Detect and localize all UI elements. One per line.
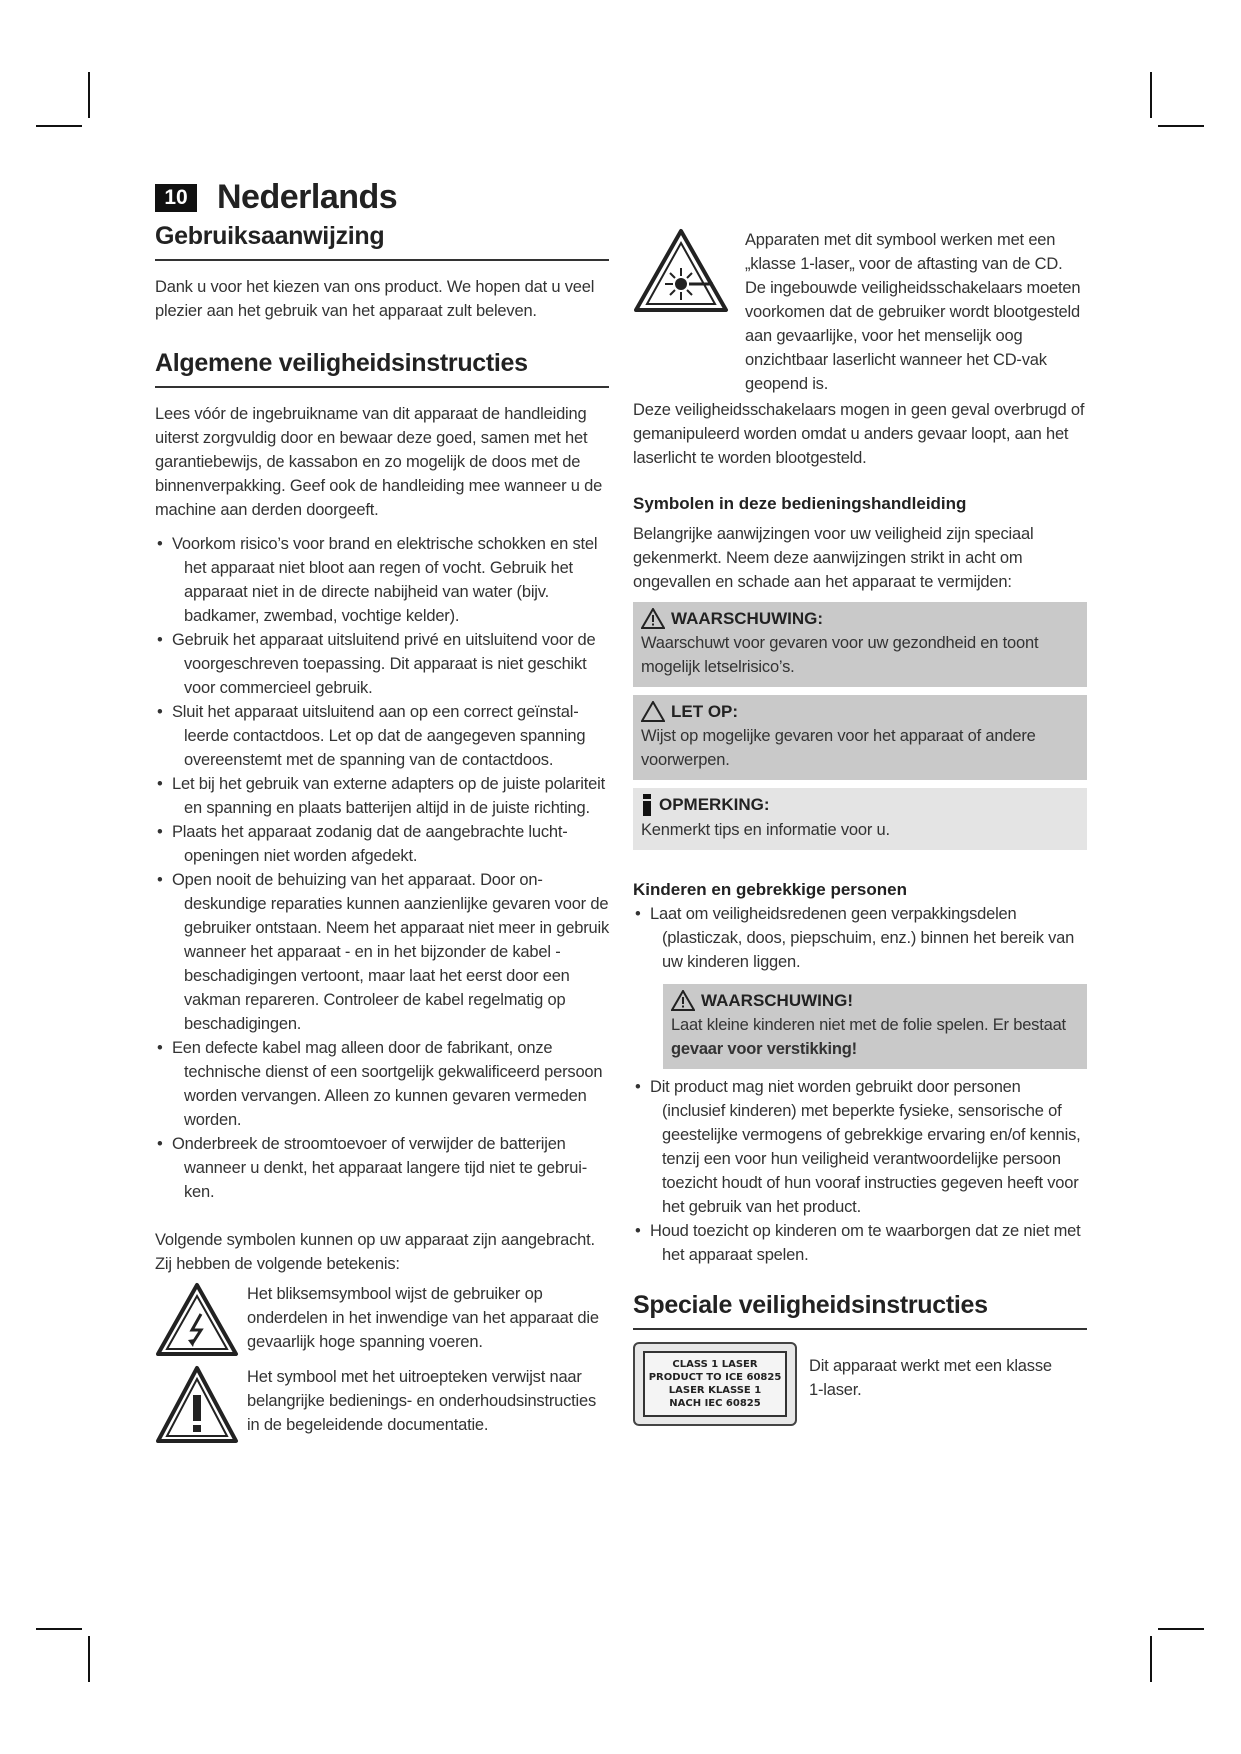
note-text: Kenmerkt tips en informatie voor u. xyxy=(641,821,890,839)
crop-mark xyxy=(1158,125,1204,127)
crop-mark xyxy=(36,125,82,127)
list-item: • Houd toezicht op kinderen om te waarborgen dat ze niet met het apparaat spelen. xyxy=(633,1219,1087,1267)
heading-children: Kinderen en gebrekkige personen xyxy=(633,880,907,899)
exclamation-symbol-text: Het symbool met het uitroepteken verwijst naar belangrijke bedienings- en onderhoudsinstructies in de begeleidende documentatie. xyxy=(247,1368,597,1434)
caution-text: Wijst op mogelijke gevaren voor het apparaat of andere voorwerpen. xyxy=(641,727,1036,769)
laser-symbol-text: Apparaten met dit symbool werken met een „klasse 1-laser„ voor de aftasting van de CD. De ingebouwde veiligheidsschakelaars moeten voorkomen dat de gebruiker wordt blootgesteld aan gevaarlijke, voor het menselijk oog onzichtbaar laserlicht wanneer het CD-vak geopend is. xyxy=(745,231,1081,393)
heading-symbols: Symbolen in deze bedieningshandleiding xyxy=(633,494,967,513)
symbols-intro: Volgende symbolen kunnen op uw apparaat zijn aangebracht. Zij hebben de volgende betekenis: xyxy=(155,1231,595,1273)
intro-paragraph: Dank u voor het kiezen van ons product. We hopen dat u veel plezier aan het gebruik van het apparaat zult beleven. xyxy=(155,278,595,320)
warning-title: WAARSCHUWING: xyxy=(671,608,824,628)
list-item: • Sluit het apparaat uitsluitend aan op een correct geïnstalleerde contactdoos. Let op dat de aangegeven spanning overeenstemt met de spanning van de contactdoos. xyxy=(155,700,609,772)
crop-mark xyxy=(1158,1628,1204,1630)
label-line: NACH IEC 60825 xyxy=(669,1398,761,1409)
children-warning-text: Laat kleine kinderen niet met de folie spelen. Er bestaat xyxy=(671,1016,1066,1034)
caution-triangle-icon xyxy=(641,701,665,722)
label-line: PRODUCT TO ICE 60825 xyxy=(648,1372,782,1383)
list-item: • Onderbreek de stroomtoevoer of verwijder de batterijen wanneer u denkt, het apparaat langere tijd niet te gebruiken. xyxy=(155,1132,609,1204)
caution-box xyxy=(633,695,1087,780)
lightning-symbol-text: Het bliksemsymbool wijst de gebruiker op onderdelen in het inwendige van het apparaat die gevaarlijk hoge spanning voeren. xyxy=(247,1285,599,1351)
laser-symbol-row xyxy=(633,228,1087,396)
exclamation-warning-icon xyxy=(155,1365,247,1450)
list-item: • Gebruik het apparaat uitsluitend privé en uitsluitend voor de voorgeschreven toepassing. Dit apparaat is niet geschikt voor commercieel gebruik. xyxy=(155,628,609,700)
list-item: • Plaats het apparaat zodanig dat de aangebrachte luchtopeningen niet worden afgedekt. xyxy=(155,820,609,868)
laser-warning-icon xyxy=(633,228,745,319)
page-number: 10 xyxy=(155,184,197,212)
safety-intro: Lees vóór de ingebruikname van dit apparaat de handleiding uiterst zorgvuldig door en bewaar deze goed, samen met het garantiebewijs, de kassabon en zo mogelijk de doos met de binnenverpakking. Geef ook de handleiding mee wanneer u de machine aan derden doorgeeft. xyxy=(155,405,603,519)
heading-special: Speciale veiligheidsinstructies xyxy=(633,1291,1087,1330)
warning-text: Waarschuwt voor gevaren voor uw gezondheid en toont mogelijk letselrisico’s. xyxy=(641,634,1039,676)
children-warning-bold: gevaar voor verstikking! xyxy=(671,1040,857,1058)
heading-usage: Gebruiksaanwijzing xyxy=(155,222,609,261)
list-item: • Voorkom risico’s voor brand en elektrische schokken en stel het apparaat niet bloot aan regen of vocht. Gebruik het apparaat niet in de directe nabijheid van water (bijv. badkamer, zwembad, vochtige kelder). xyxy=(155,532,609,628)
lightning-symbol-row xyxy=(155,1282,609,1363)
warning-triangle-icon xyxy=(641,608,665,629)
safety-list xyxy=(155,532,609,1204)
note-box xyxy=(633,788,1087,850)
warning-box xyxy=(633,602,1087,687)
crop-mark xyxy=(1150,1636,1152,1682)
list-item: • Open nooit de behuizing van het apparaat. Door ondeskundige reparaties kunnen aanzienlijke gevaren voor de gebruiker ontstaan. Neem het apparaat niet meer in gebruik wanneer het apparaat - en in het bijzonder de kabel - beschadigingen vertoont, maar laat het eerst door een vakman repareren. Controleer de kabel regelmatig op beschadigingen. xyxy=(155,868,609,1036)
crop-mark xyxy=(1150,72,1152,118)
page-language: Nederlands xyxy=(217,178,398,216)
children-list-continued xyxy=(633,1075,1087,1267)
children-list xyxy=(633,902,1087,974)
crop-mark xyxy=(36,1628,82,1630)
children-warning-box xyxy=(663,984,1087,1069)
children-warning-title: WAARSCHUWING! xyxy=(701,990,854,1010)
left-column xyxy=(155,222,609,1450)
crop-mark xyxy=(88,1636,90,1682)
crop-mark xyxy=(88,72,90,118)
info-icon xyxy=(641,794,653,816)
special-text: Dit apparaat werkt met een klasse 1-laser. xyxy=(809,1357,1052,1399)
list-item: • Een defecte kabel mag alleen door de fabrikant, onze technische dienst of een soortgelijk gekwalificeerd persoon worden vervangen. Alleen zo kunnen gevaren vermeden worden. xyxy=(155,1036,609,1132)
laser-label-row xyxy=(633,1342,1087,1426)
list-item: • Let bij het gebruik van externe adapters op de juiste polariteit en spanning en plaats batterijen altijd in de juiste richting. xyxy=(155,772,609,820)
page-header xyxy=(155,178,397,217)
label-line: CLASS 1 LASER xyxy=(672,1359,758,1370)
note-title: OPMERKING: xyxy=(659,795,770,814)
laser-class-label xyxy=(633,1342,797,1426)
heading-safety: Algemene veiligheidsinstructies xyxy=(155,349,609,388)
lightning-warning-icon xyxy=(155,1282,247,1363)
right-column xyxy=(633,228,1087,1426)
caution-title: LET OP: xyxy=(671,701,739,721)
label-line: LASER KLASSE 1 xyxy=(668,1385,762,1396)
list-item: • Dit product mag niet worden gebruikt door personen (inclusief kinderen) met beperkte fysieke, sensorische of geestelijke vermogens of gebrekkige ervaring en/of kennis, tenzij een voor hun veiligheid verantwoordelijke persoon toezicht houdt of hun vooraf instructies gegeven heeft voor het gebruik van het product. xyxy=(633,1075,1087,1219)
symbols-paragraph: Belangrijke aanwijzingen voor uw veiligheid zijn speciaal gekenmerkt. Neem deze aanwijzingen strikt in acht om ongevallen en schade aan het apparaat te vermijden: xyxy=(633,525,1034,591)
list-item: • Laat om veiligheidsredenen geen verpakkingsdelen (plasticzak, doos, piepschuim, enz.) binnen het bereik van uw kinderen liggen. xyxy=(633,902,1087,974)
warning-triangle-icon xyxy=(671,990,695,1011)
exclamation-symbol-row xyxy=(155,1365,609,1450)
laser-paragraph: Deze veiligheidsschakelaars mogen in geen geval overbrugd of gemanipuleerd worden omdat u anders gevaar loopt, aan het laserlicht te worden blootgesteld. xyxy=(633,401,1085,467)
